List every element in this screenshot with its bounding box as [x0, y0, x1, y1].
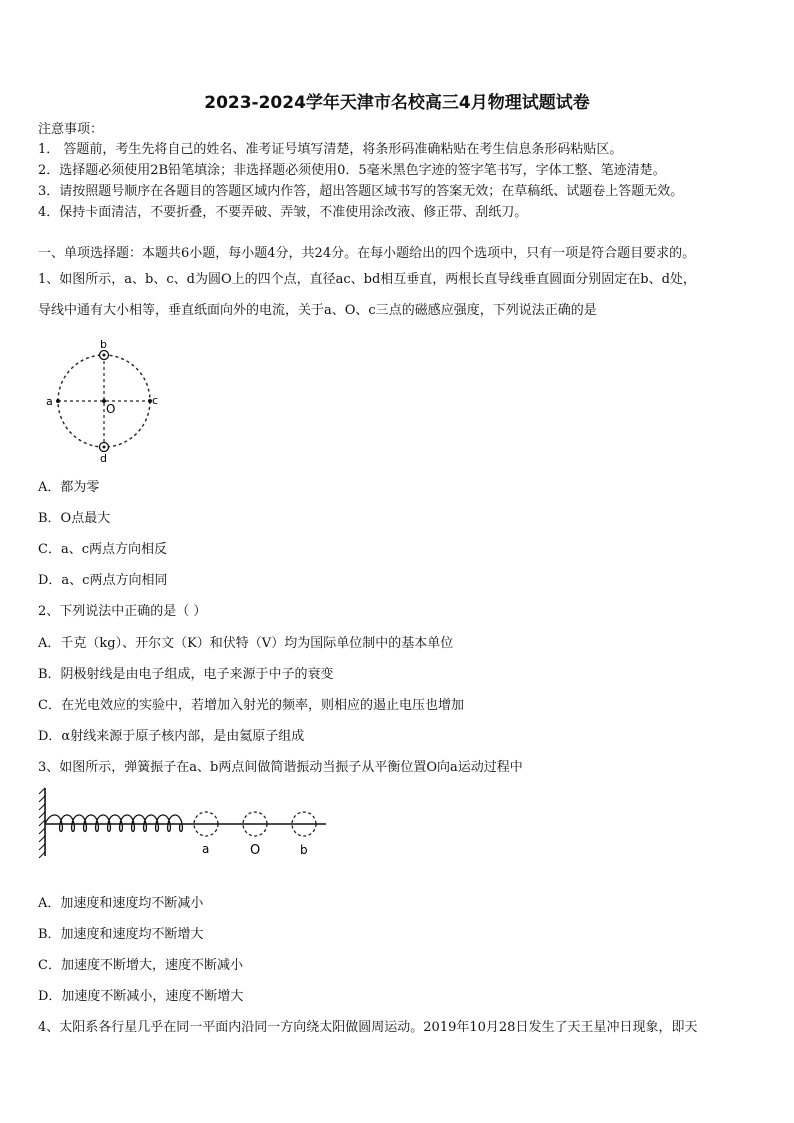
- option-d: D．加速度不断减小，速度不断增大: [38, 989, 244, 1004]
- spring: [45, 815, 182, 832]
- option-c: C．加速度不断增大，速度不断减小: [38, 958, 243, 973]
- option-d: D．a、c两点方向相同: [38, 573, 168, 588]
- label-o: O: [106, 402, 116, 416]
- label-d: d: [100, 452, 107, 465]
- option-a: A．加速度和速度均不断减小: [38, 896, 204, 911]
- notice-heading: 注意事项：: [38, 122, 104, 137]
- circle-diagram: [38, 336, 168, 466]
- notice-item: 1． 答题前，考生先将自己的姓名、准考证号填写清楚，将条形码准确粘贴在考生信息条形码粘贴区。: [38, 142, 623, 157]
- question-stem: 导线中通有大小相等，垂直纸面向外的电流，关于a、O、c三点的磁感应强度，下列说法正确的是: [38, 303, 597, 318]
- option-b: B．阴极射线是由电子组成，电子来源于中子的衰变: [38, 667, 334, 682]
- option-d: D．α射线来源于原子核内部，是由氦原子组成: [38, 729, 305, 744]
- label-a: a: [202, 842, 210, 856]
- option-b: B．O点最大: [38, 511, 111, 526]
- question-stem: 4、太阳系各行星几乎在同一平面内沿同一方向绕太阳做圆周运动。2019年10月28日发生了天王星冲日现象，即天: [38, 1020, 698, 1035]
- option-c: C．a、c两点方向相反: [38, 542, 167, 557]
- notice-item: 4．保持卡面清洁，不要折叠，不要弄破、弄皱，不准使用涂改液、修正带、刮纸刀。: [38, 205, 528, 220]
- label-b: b: [300, 843, 308, 857]
- page-title: 2023-2024学年天津市名校高三4月物理试题试卷: [204, 93, 590, 113]
- spring-oscillator-diagram: [38, 784, 338, 864]
- question-stem: 2、下列说法中正确的是（ ）: [38, 604, 207, 619]
- label-a: a: [46, 395, 53, 408]
- label-b: b: [100, 338, 107, 351]
- question-stem: 1、如图所示，a、b、c、d为圆O上的四个点，直径ac、bd相互垂直，两根长直导线垂直圆面分别固定在b、d处，: [38, 272, 696, 287]
- label-c: c: [152, 394, 159, 407]
- section-heading: 一、单项选择题：本题共6小题，每小题4分，共24分。在每小题给出的四个选项中，只有一项是符合题目要求的。: [38, 246, 696, 261]
- option-c: C．在光电效应的实验中，若增加入射光的频率，则相应的遏止电压也增加: [38, 698, 464, 713]
- point-a: [56, 399, 60, 403]
- notice-item: 2．选择题必须使用2B铅笔填涂；非选择题必须使用0．5毫米黑色字迹的签字笔书写，字体工整、笔迹清楚。: [38, 163, 666, 178]
- option-b: B．加速度和速度均不断增大: [38, 927, 204, 942]
- notice-item: 3．请按照题号顺序在各题目的答题区域内作答，超出答题区域书写的答案无效；在草稿纸、试题卷上答题无效。: [38, 184, 684, 199]
- question-stem: 3、如图所示，弹簧振子在a、b两点间做简谐振动当振子从平衡位置O向a运动过程中: [38, 760, 523, 775]
- option-a: A．千克（kg）、开尔文（K）和伏特（V）均为国际单位制中的基本单位: [38, 636, 454, 651]
- option-a: A．都为零: [38, 480, 100, 495]
- label-o: O: [250, 843, 261, 858]
